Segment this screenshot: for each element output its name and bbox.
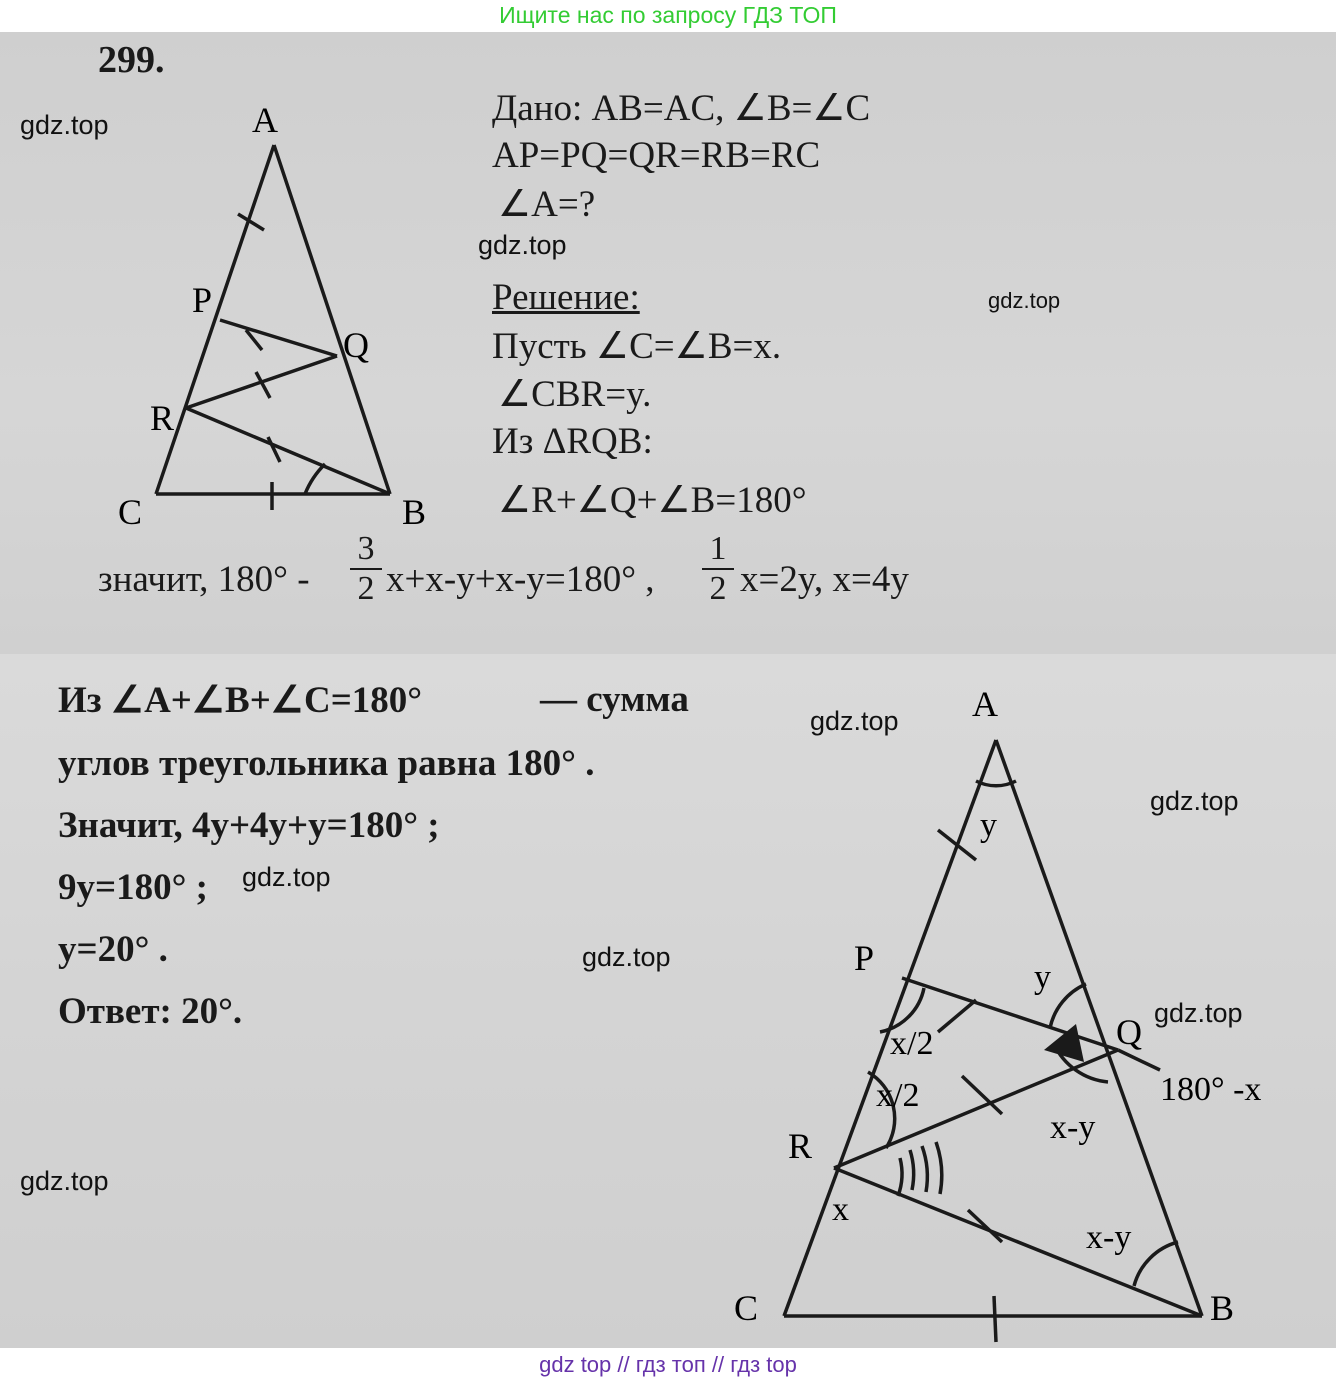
solution-heading: Решение: <box>492 277 640 318</box>
scan-panel-problem <box>0 32 1336 654</box>
fig1-label-A: A <box>252 100 278 140</box>
watermark: gdz.top <box>20 1166 109 1196</box>
answer-line-3: Значит, 4y+4y+y=180° ; <box>58 805 440 846</box>
fig2-angle-y-q: y <box>1034 959 1051 996</box>
fig2-angle-x2-lower: x/2 <box>876 1077 920 1114</box>
answer-line-6: Ответ: 20°. <box>58 991 243 1032</box>
watermark: gdz.top <box>1150 786 1239 816</box>
fig2-angle-x-r: x <box>832 1191 849 1228</box>
given-line-1: Дано: AB=AC, ∠B=∠C <box>492 88 871 129</box>
watermark: gdz.top <box>242 862 331 892</box>
watermark: gdz.top <box>582 942 671 972</box>
problem-number: 299. <box>98 39 165 81</box>
watermark: gdz.top <box>478 230 567 260</box>
fig2-angle-x2-upper: x/2 <box>890 1025 934 1062</box>
fig2-label-B: B <box>1210 1288 1235 1328</box>
equation-end: x=2y, x=4y <box>740 559 909 600</box>
fig2-angle-y-top: y <box>980 807 997 844</box>
given-line-2: AP=PQ=QR=RB=RC <box>492 135 821 176</box>
equation-prefix: значит, 180° - <box>98 559 310 600</box>
solution-line-3: Из ΔRQB: <box>492 421 653 462</box>
given-line-3: ∠A=? <box>498 184 596 225</box>
fig2-angle-q-ext: 180° -x <box>1160 1071 1262 1108</box>
fig1-label-Q: Q <box>343 325 369 365</box>
fig2-angle-xy-mid: x-y <box>1050 1109 1096 1146</box>
fraction-1-denominator: 2 <box>357 570 375 607</box>
watermark: gdz.top <box>1154 998 1243 1028</box>
answer-line-4: 9y=180° ; <box>58 867 208 908</box>
fraction-1-numerator: 3 <box>357 530 375 567</box>
watermark: gdz.top <box>810 706 899 736</box>
fig1-label-P: P <box>192 280 213 320</box>
arrow-head-icon <box>1044 1024 1084 1062</box>
header-link[interactable]: Ищите нас по запросу ГДЗ ТОП <box>499 2 837 28</box>
fraction-one-half <box>702 530 734 608</box>
solution-line-2: ∠CBR=y. <box>498 374 652 415</box>
answer-line-5: y=20° . <box>58 929 168 970</box>
solution-line-1: Пусть ∠C=∠B=x. <box>492 326 782 367</box>
answer-line-2: углов треугольника равна 180° . <box>58 743 595 784</box>
fig1-label-C: C <box>118 492 143 532</box>
fraction-2-numerator: 1 <box>709 530 727 567</box>
answer-line-1b: — сумма <box>540 679 689 720</box>
fraction-three-halves <box>350 530 382 608</box>
watermark: gdz.top <box>988 288 1061 313</box>
watermark: gdz.top <box>20 110 109 140</box>
fig2-angle-xy-b: x-y <box>1086 1219 1132 1256</box>
footer-links[interactable]: gdz top // гдз топ // гдз top <box>539 1352 797 1377</box>
fig2-label-Q: Q <box>1116 1012 1142 1052</box>
solution-line-4: ∠R+∠Q+∠B=180° <box>498 480 807 521</box>
fig2-label-P: P <box>854 938 875 978</box>
fig2-label-C: C <box>734 1288 759 1328</box>
fig2-label-R: R <box>788 1126 813 1166</box>
fig2-label-A: A <box>972 684 998 724</box>
scan-panel-answer <box>0 654 1336 1348</box>
answer-line-1a: Из ∠A+∠B+∠C=180° <box>58 680 423 721</box>
triangle-figure-1 <box>100 102 560 582</box>
fraction-2-denominator: 2 <box>709 570 727 607</box>
fig1-label-B: B <box>402 492 427 532</box>
fig1-label-R: R <box>150 398 175 438</box>
equation-middle: x+x-y+x-y=180° , <box>386 559 655 600</box>
